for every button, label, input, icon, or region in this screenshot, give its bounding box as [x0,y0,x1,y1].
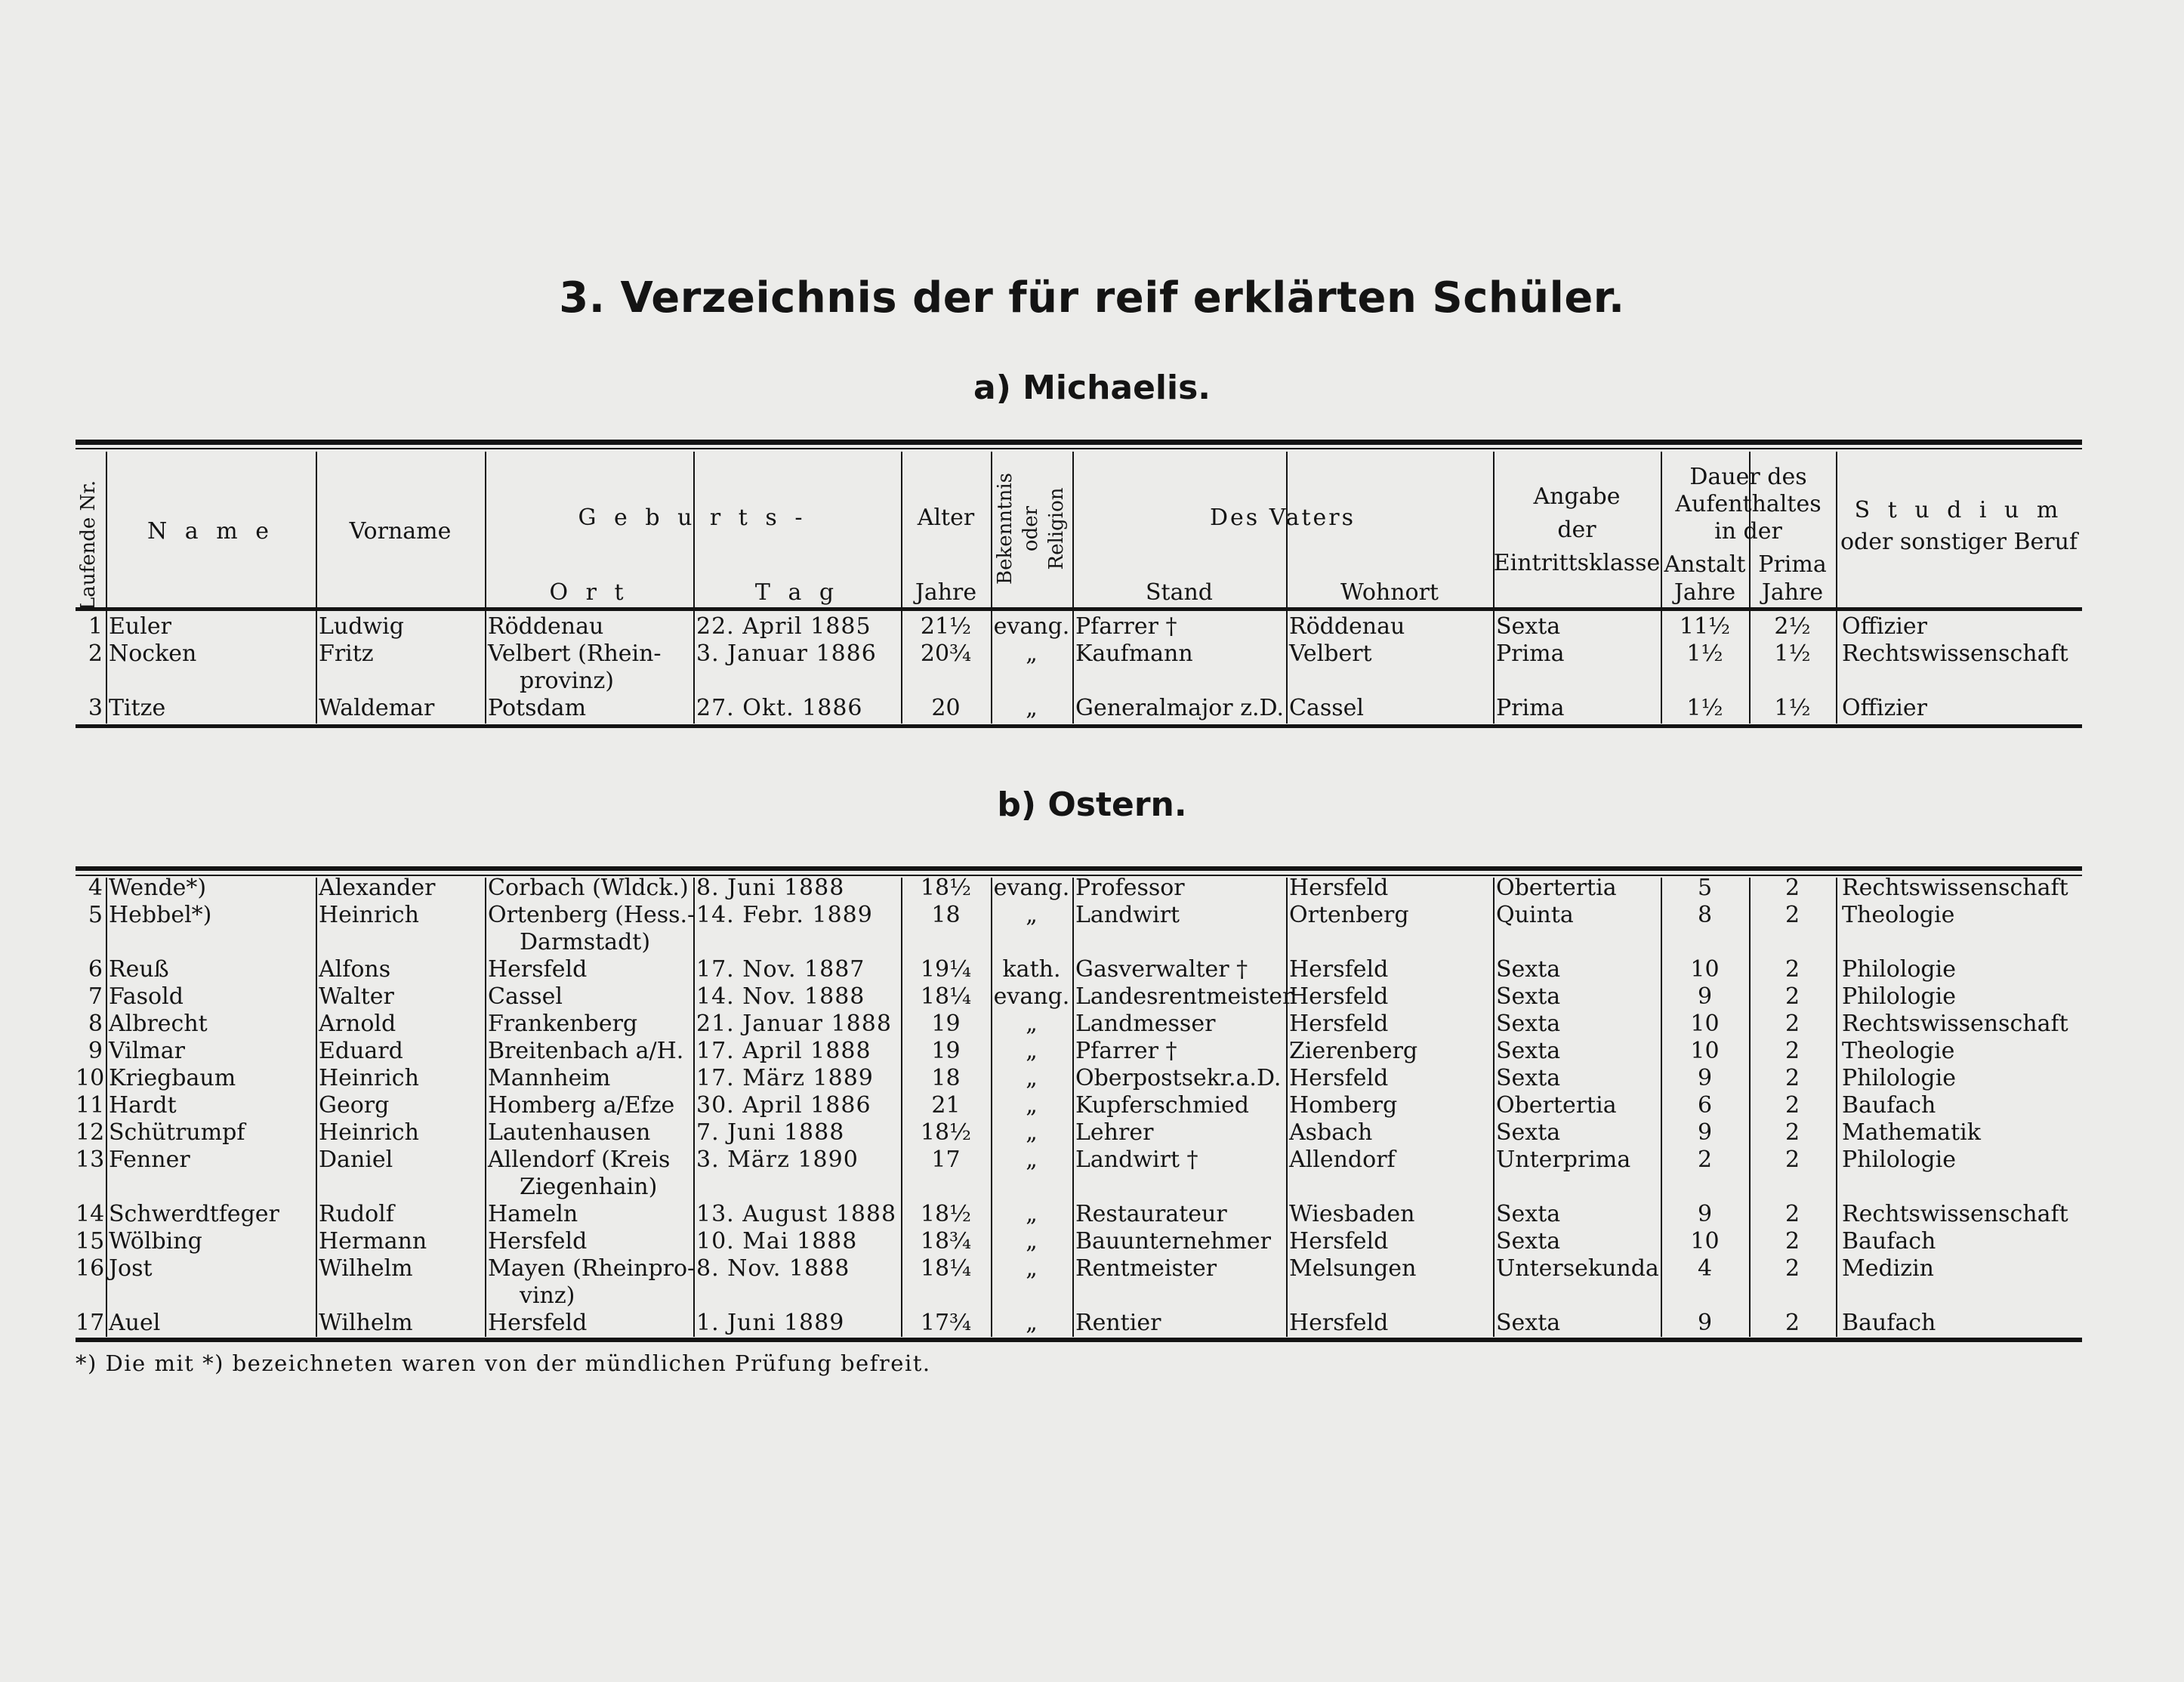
row-ort: vinz) [520,1282,575,1309]
row-alter: 19 [931,1011,961,1037]
row-ort: Lautenhausen [488,1119,651,1146]
header-tag: T a g [754,579,840,606]
row-anstalt-jahre: 1½ [1686,640,1723,667]
row-wohnort: Ortenberg [1289,902,1409,928]
row-wohnort: Zierenberg [1289,1038,1418,1064]
row-vorname: Daniel [319,1147,393,1173]
row-name: Wende*) [109,875,207,901]
row-nr: 3 [88,695,103,721]
row-nr: 1 [88,613,103,640]
section-title-ostern: b) Ostern. [997,785,1187,824]
row-vorname: Ludwig [319,613,404,640]
row-anstalt-jahre: 11½ [1679,613,1731,640]
row-alter: 18½ [920,1201,972,1227]
row-stand: Gasverwalter † [1075,956,1248,983]
row-alter: 19¼ [920,956,972,983]
row-nr: 4 [88,875,103,901]
row-name: Hebbel*) [109,902,212,928]
row-religion: evang. [993,875,1070,901]
row-religion: evang. [993,613,1070,640]
row-vorname: Heinrich [319,1119,419,1146]
row-ort: Corbach (Wldck.) [488,875,689,901]
header-angabe-line: Angabe [1533,483,1621,510]
header-bekenntnis-line: Bekenntnis [994,473,1016,585]
header-ort: O r t [549,579,629,606]
row-prima-jahre: 2 [1785,875,1800,901]
header-bekenntnis-line: oder [1020,505,1042,552]
header-top-thin-rule [76,448,2082,449]
header-bottom-rule [76,607,2082,611]
row-tag: 17. April 1888 [696,1038,871,1064]
row-religion: „ [1026,695,1038,721]
header-prima: Prima [1758,551,1827,578]
row-nr: 17 [76,1310,105,1336]
row-name: Wölbing [109,1228,202,1255]
row-beruf: Baufach [1842,1310,1936,1336]
row-tag: 10. Mai 1888 [696,1228,858,1255]
column-divider [1836,878,1837,1337]
row-ort: Röddenau [488,613,604,640]
header-vorname: Vorname [349,518,452,545]
row-tag: 17. März 1889 [696,1065,874,1091]
page-title: 3. Verzeichnis der für reif erklärten Schüler. [559,273,1625,323]
row-wohnort: Hersfeld [1289,1228,1389,1255]
header-top-rule [76,440,2082,445]
row-stand: Bauunternehmer [1075,1228,1271,1255]
row-eintrittsklasse: Obertertia [1496,875,1617,901]
row-anstalt-jahre: 10 [1690,956,1720,983]
row-stand: Landwirt † [1075,1147,1198,1173]
header-angabe-line: Eintrittsklasse [1493,550,1661,576]
row-prima-jahre: 2 [1785,1201,1800,1227]
header-stand: Stand [1145,579,1214,606]
row-beruf: Rechtswissenschaft [1842,1201,2068,1227]
row-name: Euler [109,613,171,640]
row-religion: „ [1026,902,1038,928]
row-tag: 30. April 1886 [696,1092,871,1119]
column-divider [316,878,317,1337]
row-tag: 14. Febr. 1889 [696,902,873,928]
row-beruf: Philologie [1842,983,1956,1010]
row-name: Auel [109,1310,161,1336]
row-vorname: Georg [319,1092,390,1119]
row-anstalt-jahre: 6 [1697,1092,1713,1119]
row-prima-jahre: 2 [1785,1092,1800,1119]
row-prima-jahre: 2 [1785,1310,1800,1336]
row-anstalt-jahre: 10 [1690,1228,1720,1255]
row-alter: 18 [931,902,961,928]
column-divider [1836,452,1837,724]
row-wohnort: Allendorf [1289,1147,1396,1173]
row-stand: Kupferschmied [1075,1092,1249,1119]
row-nr: 16 [76,1255,105,1282]
header-dauer-line: in der [1714,518,1782,545]
row-nr: 9 [88,1038,103,1064]
row-eintrittsklasse: Obertertia [1496,1092,1617,1119]
row-name: Nocken [109,640,197,667]
row-tag: 7. Juni 1888 [696,1119,845,1146]
column-divider [1493,878,1495,1337]
row-wohnort: Melsungen [1289,1255,1417,1282]
column-divider [106,878,107,1337]
row-nr: 13 [76,1147,105,1173]
row-beruf: Theologie [1842,1038,1955,1064]
row-stand: Oberpostsekr.a.D. [1075,1065,1282,1091]
row-eintrittsklasse: Sexta [1496,1201,1561,1227]
row-vorname: Wilhelm [319,1310,413,1336]
row-vorname: Arnold [319,1011,396,1037]
header-geburts: G e b u r t s - [578,505,808,531]
row-name: Schwerdtfeger [109,1201,279,1227]
row-stand: Restaurateur [1075,1201,1227,1227]
header-dauer-line: Dauer des [1689,464,1807,490]
row-stand: Pfarrer † [1075,613,1177,640]
row-vorname: Alexander [319,875,436,901]
row-alter: 18¾ [920,1228,972,1255]
row-eintrittsklasse: Sexta [1496,1119,1561,1146]
row-anstalt-jahre: 10 [1690,1011,1720,1037]
row-nr: 5 [88,902,103,928]
row-tag: 8. Juni 1888 [696,875,845,901]
row-alter: 20¾ [920,640,972,667]
row-wohnort: Homberg [1289,1092,1398,1119]
row-prima-jahre: 2 [1785,1065,1800,1091]
row-name: Fasold [109,983,184,1010]
row-stand: Professor [1075,875,1185,901]
row-prima-jahre: 2 [1785,1255,1800,1282]
row-stand: Landmesser [1075,1011,1216,1037]
header-laufende-nr: Laufende Nr. [77,480,100,610]
row-religion: „ [1026,1038,1038,1064]
row-ort: Breitenbach a/H. [488,1038,684,1064]
row-wohnort: Asbach [1289,1119,1373,1146]
row-eintrittsklasse: Sexta [1496,1065,1561,1091]
row-eintrittsklasse: Sexta [1496,1310,1561,1336]
column-divider [1072,878,1074,1337]
row-eintrittsklasse: Sexta [1496,1038,1561,1064]
row-nr: 15 [76,1228,105,1255]
row-prima-jahre: 2 [1785,1038,1800,1064]
header-studium-line: S t u d i u m [1854,497,2064,523]
row-name: Jost [109,1255,153,1282]
row-anstalt-jahre: 9 [1697,1201,1713,1227]
row-prima-jahre: 1½ [1774,695,1811,721]
row-ort: Homberg a/Efze [488,1092,675,1119]
column-divider [1286,878,1288,1337]
row-eintrittsklasse: Untersekunda [1496,1255,1659,1282]
row-ort: Mayen (Rheinpro- [488,1255,696,1282]
header-name: N a m e [147,518,274,545]
row-name: Schütrumpf [109,1119,245,1146]
header-studium-line: oder sonstiger Beruf [1840,529,2078,555]
row-religion: „ [1026,1011,1038,1037]
row-tag: 3. März 1890 [696,1147,859,1173]
row-tag: 22. April 1885 [696,613,871,640]
row-ort: Hameln [488,1201,578,1227]
row-wohnort: Wiesbaden [1289,1201,1415,1227]
row-alter: 19 [931,1038,961,1064]
row-stand: Landwirt [1075,902,1180,928]
header-alter: Alter [917,505,975,531]
row-vorname: Rudolf [319,1201,394,1227]
row-stand: Lehrer [1075,1119,1154,1146]
row-stand: Rentier [1075,1310,1161,1336]
row-prima-jahre: 2 [1785,902,1800,928]
row-anstalt-jahre: 9 [1697,1310,1713,1336]
row-beruf: Baufach [1842,1228,1936,1255]
header-wohnort: Wohnort [1340,579,1439,606]
row-anstalt-jahre: 9 [1697,1065,1713,1091]
row-beruf: Rechtswissenschaft [1842,1011,2068,1037]
row-eintrittsklasse: Sexta [1496,956,1561,983]
row-religion: „ [1026,1201,1038,1227]
row-alter: 18 [931,1065,961,1091]
row-name: Fenner [109,1147,190,1173]
section-title-michaelis: a) Michaelis. [973,369,1211,407]
row-alter: 18¼ [920,1255,972,1282]
row-anstalt-jahre: 9 [1697,983,1713,1010]
row-stand: Landesrentmeister [1075,983,1294,1010]
row-nr: 11 [76,1092,105,1119]
row-ort: Ziegenhain) [520,1174,658,1200]
row-ort: Mannheim [488,1065,611,1091]
row-anstalt-jahre: 2 [1697,1147,1713,1173]
row-eintrittsklasse: Sexta [1496,1011,1561,1037]
row-alter: 20 [931,695,961,721]
row-beruf: Philologie [1842,1147,1956,1173]
row-religion: „ [1026,640,1038,667]
row-wohnort: Hersfeld [1289,983,1389,1010]
row-eintrittsklasse: Prima [1496,695,1565,721]
row-vorname: Walter [319,983,394,1010]
row-vorname: Heinrich [319,902,419,928]
row-prima-jahre: 2 [1785,1228,1800,1255]
row-eintrittsklasse: Quinta [1496,902,1574,928]
row-nr: 14 [76,1201,105,1227]
section-a-bottom-rule [76,724,2082,728]
row-ort: Potsdam [488,695,587,721]
row-nr: 8 [88,1011,103,1037]
row-ort: Velbert (Rhein- [488,640,662,667]
row-eintrittsklasse: Prima [1496,640,1565,667]
column-divider [106,452,107,724]
row-wohnort: Hersfeld [1289,1011,1389,1037]
row-name: Kriegbaum [109,1065,236,1091]
row-ort: Frankenberg [488,1011,638,1037]
row-religion: „ [1026,1119,1038,1146]
row-religion: „ [1026,1310,1038,1336]
row-prima-jahre: 2 [1785,1011,1800,1037]
row-tag: 1. Juni 1889 [696,1310,845,1336]
row-vorname: Alfons [319,956,391,983]
row-anstalt-jahre: 4 [1697,1255,1713,1282]
row-tag: 14. Nov. 1888 [696,983,865,1010]
row-religion: kath. [1002,956,1061,983]
header-anstalt-jahre: Jahre [1673,579,1736,606]
row-beruf: Theologie [1842,902,1955,928]
row-tag: 21. Januar 1888 [696,1011,892,1037]
row-wohnort: Hersfeld [1289,956,1389,983]
row-prima-jahre: 2 [1785,1147,1800,1173]
row-prima-jahre: 2 [1785,1119,1800,1146]
row-prima-jahre: 1½ [1774,640,1811,667]
row-stand: Rentmeister [1075,1255,1217,1282]
row-eintrittsklasse: Unterprima [1496,1147,1631,1173]
row-alter: 21½ [920,613,972,640]
row-beruf: Mathematik [1842,1119,1981,1146]
row-wohnort: Röddenau [1289,613,1405,640]
row-beruf: Rechtswissenschaft [1842,875,2068,901]
row-alter: 17 [931,1147,961,1173]
row-ort: Hersfeld [488,1228,588,1255]
row-prima-jahre: 2 [1785,956,1800,983]
row-nr: 12 [76,1119,105,1146]
header-bekenntnis-line: Religion [1045,487,1068,570]
row-beruf: Philologie [1842,956,1956,983]
row-anstalt-jahre: 8 [1697,902,1713,928]
row-vorname: Heinrich [319,1065,419,1091]
row-religion: „ [1026,1065,1038,1091]
row-wohnort: Velbert [1289,640,1372,667]
header-angabe-line: der [1557,517,1596,543]
row-beruf: Rechtswissenschaft [1842,640,2068,667]
row-anstalt-jahre: 1½ [1686,695,1723,721]
row-nr: 10 [76,1065,105,1091]
column-divider [991,452,992,724]
row-ort: Hersfeld [488,956,588,983]
row-tag: 13. August 1888 [696,1201,897,1227]
row-tag: 17. Nov. 1887 [696,956,865,983]
header-prima-jahre: Jahre [1761,579,1824,606]
row-vorname: Wilhelm [319,1255,413,1282]
row-stand: Generalmajor z.D. [1075,695,1285,721]
column-divider [485,878,486,1337]
header-anstalt: Anstalt [1664,551,1746,578]
row-beruf: Medizin [1842,1255,1934,1282]
header-des-vaters: Des Vaters [1209,505,1356,531]
row-vorname: Waldemar [319,695,435,721]
row-vorname: Fritz [319,640,374,667]
row-name: Hardt [109,1092,177,1119]
row-eintrittsklasse: Sexta [1496,613,1561,640]
row-beruf: Philologie [1842,1065,1956,1091]
row-prima-jahre: 2½ [1774,613,1811,640]
row-tag: 27. Okt. 1886 [696,695,863,721]
row-alter: 21 [931,1092,961,1119]
row-anstalt-jahre: 10 [1690,1038,1720,1064]
row-stand: Kaufmann [1075,640,1193,667]
row-religion: „ [1026,1228,1038,1255]
row-stand: Pfarrer † [1075,1038,1177,1064]
row-beruf: Baufach [1842,1092,1936,1119]
row-name: Albrecht [109,1011,208,1037]
row-wohnort: Cassel [1289,695,1364,721]
row-alter: 18½ [920,1119,972,1146]
row-ort: Darmstadt) [520,929,651,955]
row-wohnort: Hersfeld [1289,1065,1389,1091]
row-vorname: Hermann [319,1228,427,1255]
row-ort: provinz) [520,668,614,694]
row-tag: 8. Nov. 1888 [696,1255,850,1282]
row-wohnort: Hersfeld [1289,1310,1389,1336]
row-ort: Allendorf (Kreis [488,1147,671,1173]
row-alter: 18½ [920,875,972,901]
row-name: Reuß [109,956,169,983]
section-b-top-rule [76,866,2082,871]
header-alter-jahre: Jahre [915,579,977,606]
row-religion: evang. [993,983,1070,1010]
row-beruf: Offizier [1842,613,1927,640]
row-name: Vilmar [109,1038,186,1064]
header-dauer-line: Aufenthaltes [1675,491,1822,517]
row-religion: „ [1026,1147,1038,1173]
row-tag: 3. Januar 1886 [696,640,877,667]
column-divider [316,452,317,724]
row-religion: „ [1026,1255,1038,1282]
row-religion: „ [1026,1092,1038,1119]
row-beruf: Offizier [1842,695,1927,721]
row-alter: 17¾ [920,1310,972,1336]
row-anstalt-jahre: 5 [1697,875,1713,901]
row-alter: 18¼ [920,983,972,1010]
row-nr: 6 [88,956,103,983]
table-bottom-rule [76,1338,2082,1342]
row-ort: Ortenberg (Hess.- [488,902,696,928]
row-nr: 2 [88,640,103,667]
row-wohnort: Hersfeld [1289,875,1389,901]
row-name: Titze [109,695,166,721]
row-eintrittsklasse: Sexta [1496,1228,1561,1255]
row-ort: Cassel [488,983,563,1010]
row-prima-jahre: 2 [1785,983,1800,1010]
row-ort: Hersfeld [488,1310,588,1336]
row-nr: 7 [88,983,103,1010]
row-vorname: Eduard [319,1038,403,1064]
footnote: *) Die mit *) bezeichneten waren von der mündlichen Prüfung befreit. [76,1350,931,1376]
row-eintrittsklasse: Sexta [1496,983,1561,1010]
row-anstalt-jahre: 9 [1697,1119,1713,1146]
